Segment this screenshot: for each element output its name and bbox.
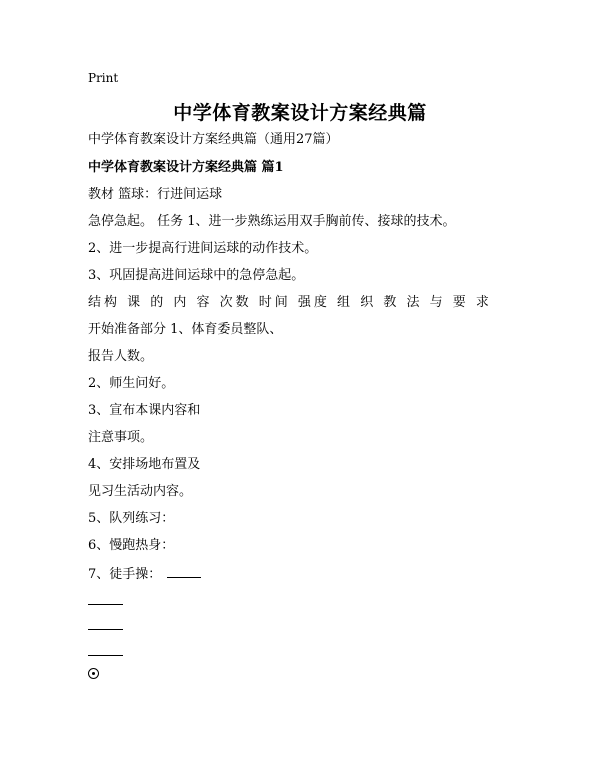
subtitle: 中学体育教案设计方案经典篇（通用27篇） <box>88 132 339 147</box>
print-label: Print <box>88 71 119 85</box>
text-line: 结构 课 的 内 容 次数 时间 强度 组 织 教 法 与 要 求 <box>88 295 492 310</box>
text-line: 开始准备部分 1、体育委员整队、 <box>88 322 283 337</box>
text-line: 注意事项。 <box>88 430 154 445</box>
blank-rule <box>88 604 123 605</box>
text-line: 3、宣布本课内容和 <box>88 403 201 418</box>
text-line: 6、慢跑热身： <box>88 538 175 553</box>
section-heading: 中学体育教案设计方案经典篇 篇1 <box>88 160 284 175</box>
fill-in-blank <box>167 565 201 578</box>
page-title: 中学体育教案设计方案经典篇 <box>173 102 427 124</box>
text-line-with-blank <box>88 565 201 583</box>
blank-rule <box>88 629 123 630</box>
circle-dot-icon <box>88 668 99 679</box>
text-line: 报告人数。 <box>88 349 154 364</box>
text-line: 5、队列练习： <box>88 511 175 526</box>
text-line: 7、徒手操： <box>88 567 162 582</box>
text-line: 2、师生问好。 <box>88 376 175 391</box>
text-line: 2、进一步提高行进间运球的动作技术。 <box>88 241 318 256</box>
text-line: 4、安排场地布置及 <box>88 457 201 472</box>
text-line: 急停急起。 任务 1、进一步熟练运用双手胸前传、接球的技术。 <box>88 214 456 229</box>
text-line: 3、巩固提高进间运球中的急停急起。 <box>88 268 305 283</box>
text-line: 见习生活动内容。 <box>88 484 193 499</box>
blank-rule <box>88 655 123 656</box>
text-line: 教材 篮球：行进间运球 <box>88 187 223 202</box>
